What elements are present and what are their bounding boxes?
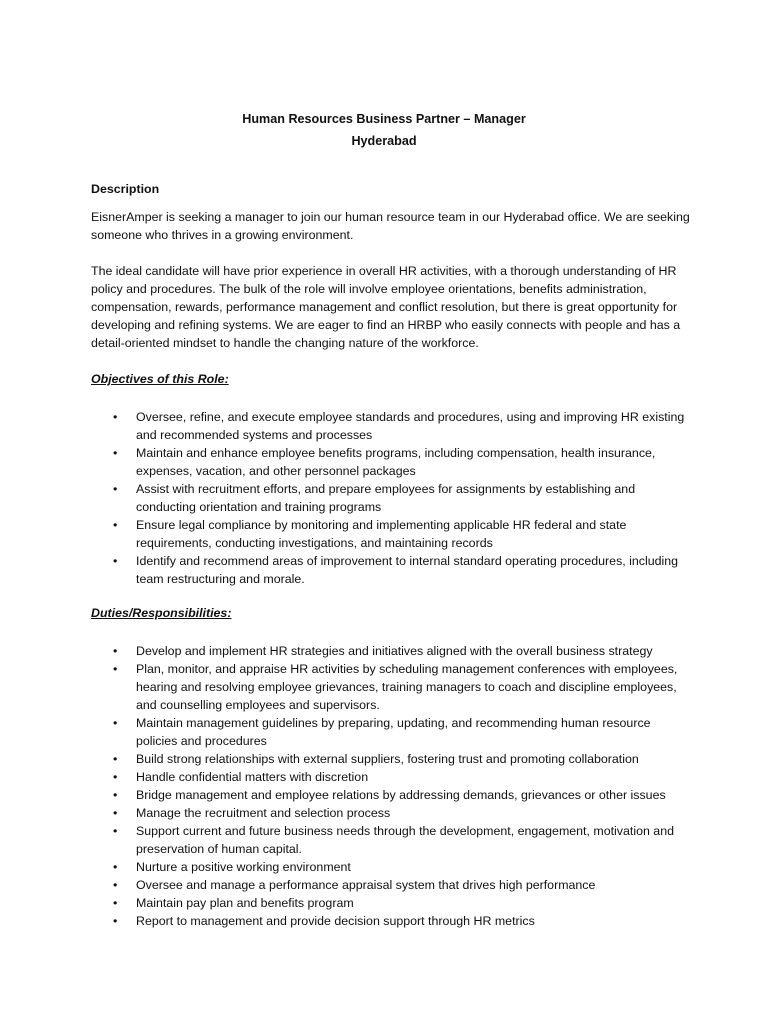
duty-item: [91, 894, 691, 912]
duty-item: [91, 714, 691, 750]
bullet-icon: •: [113, 644, 118, 658]
duty-item: [91, 858, 691, 876]
duty-item: [91, 804, 691, 822]
duty-item-text: Bridge management and employee relations by addressing demands, grievances or other issues: [136, 788, 666, 802]
duties-heading: Duties/Responsibilities:: [91, 606, 232, 620]
title-block: [0, 108, 768, 152]
duty-item-text: Plan, monitor, and appraise HR activities by scheduling management conferences with employees, hearing and resolving employee grievances, training managers to coach and discipline employees, and counselling employees and supervisors.: [136, 662, 678, 712]
document-body: [91, 108, 691, 930]
bullet-icon: •: [113, 410, 118, 424]
bullet-icon: •: [113, 752, 118, 766]
bullet-icon: •: [113, 716, 118, 730]
objective-item: [91, 480, 691, 516]
duty-item: [91, 822, 691, 858]
objective-item: [91, 408, 691, 444]
objectives-list: [91, 408, 691, 588]
bullet-icon: •: [113, 806, 118, 820]
duty-item: [91, 750, 691, 768]
duty-item: [91, 642, 691, 660]
duty-item-text: Maintain pay plan and benefits program: [136, 896, 354, 910]
bullet-icon: •: [113, 860, 118, 874]
job-title: Human Resources Business Partner – Manager: [242, 112, 526, 126]
duty-item-text: Handle confidential matters with discretion: [136, 770, 369, 784]
bullet-icon: •: [113, 518, 118, 532]
objective-item-text: Assist with recruitment efforts, and prepare employees for assignments by establishing and conducting orientation and training programs: [136, 482, 636, 514]
bullet-icon: •: [113, 788, 118, 802]
bullet-icon: •: [113, 896, 118, 910]
duty-item: [91, 768, 691, 786]
description-heading: Description: [91, 182, 160, 196]
description-paragraph-1: EisnerAmper is seeking a manager to join our human resource team in our Hyderabad office. We are seeking someone who thrives in a growing environment.: [91, 210, 690, 242]
duty-item-text: Maintain management guidelines by preparing, updating, and recommending human resource policies and procedures: [136, 716, 651, 748]
objective-item-text: Maintain and enhance employee benefits programs, including compensation, health insurance, expenses, vacation, and other personnel packages: [136, 446, 656, 478]
objective-item: [91, 444, 691, 480]
bullet-icon: •: [113, 824, 118, 838]
objectives-heading: Objectives of this Role:: [91, 372, 229, 386]
duty-item: [91, 912, 691, 930]
duty-item-text: Report to management and provide decision support through HR metrics: [136, 914, 535, 928]
duty-item-text: Oversee and manage a performance appraisal system that drives high performance: [136, 878, 596, 892]
objective-item: [91, 552, 691, 588]
duty-item-text: Build strong relationships with external suppliers, fostering trust and promoting collaboration: [136, 752, 639, 766]
job-location: Hyderabad: [351, 134, 417, 148]
duty-item-text: Manage the recruitment and selection process: [136, 806, 391, 820]
bullet-icon: •: [113, 446, 118, 460]
bullet-icon: •: [113, 482, 118, 496]
duty-item: [91, 660, 691, 714]
objective-item-text: Ensure legal compliance by monitoring and implementing applicable HR federal and state requirements, conducting investigations, and maintaining records: [136, 518, 627, 550]
objective-item-text: Oversee, refine, and execute employee standards and procedures, using and improving HR existing and recommended systems and processes: [136, 410, 685, 442]
bullet-icon: •: [113, 914, 118, 928]
duty-item: [91, 876, 691, 894]
description-paragraph-2: The ideal candidate will have prior experience in overall HR activities, with a thorough understanding of HR policy and procedures. The bulk of the role will involve employee orientations, benefits administration, compensation, rewards, performance management and conflict resolution, but there is great opportunity for developing and refining systems. We are eager to find an HRBP who easily connects with people and has a detail-oriented mindset to handle the changing nature of the workforce.: [91, 264, 681, 350]
duties-list: [91, 642, 691, 930]
duty-item-text: Develop and implement HR strategies and initiatives aligned with the overall business strategy: [136, 644, 653, 658]
bullet-icon: •: [113, 878, 118, 892]
objective-item-text: Identify and recommend areas of improvement to internal standard operating procedures, including team restructuring and morale.: [136, 554, 679, 586]
duty-item: [91, 786, 691, 804]
bullet-icon: •: [113, 770, 118, 784]
bullet-icon: •: [113, 662, 118, 676]
bullet-icon: •: [113, 554, 118, 568]
duty-item-text: Nurture a positive working environment: [136, 860, 351, 874]
objective-item: [91, 516, 691, 552]
duty-item-text: Support current and future business needs through the development, engagement, motivation and preservation of human capital.: [136, 824, 674, 856]
